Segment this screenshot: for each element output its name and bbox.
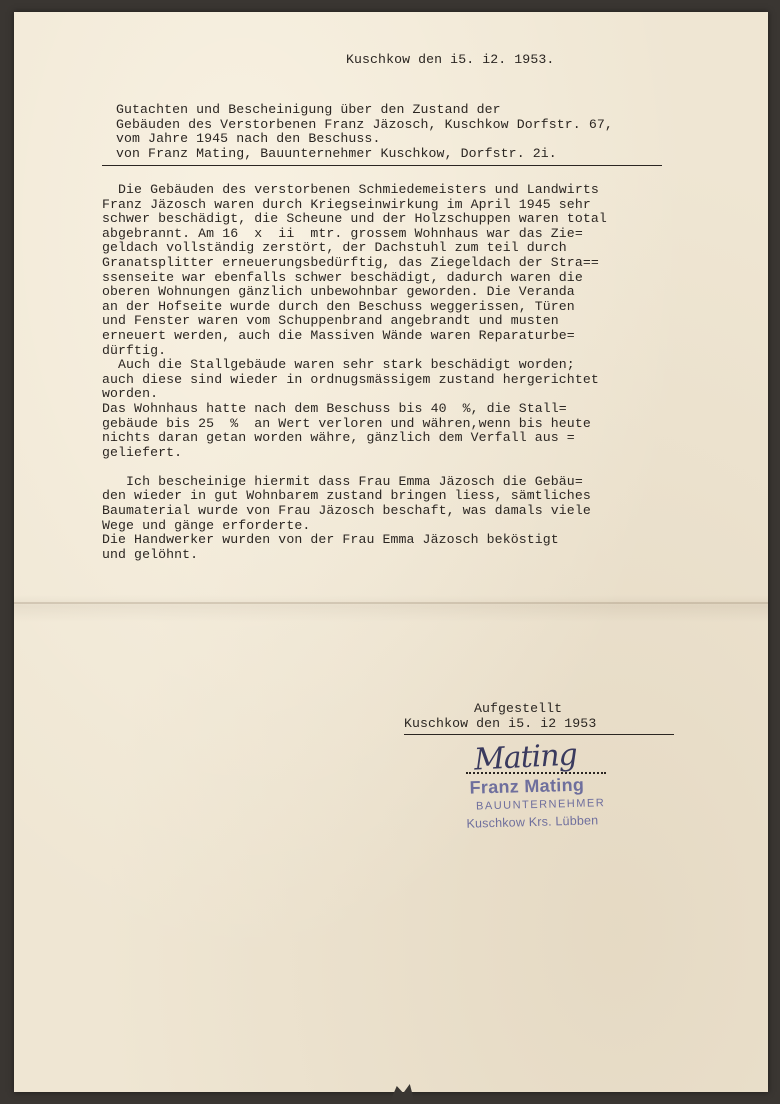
handwritten-signature: Mating bbox=[473, 737, 578, 778]
fold-crease bbox=[14, 602, 768, 604]
heading-underline bbox=[102, 165, 662, 166]
torn-edge bbox=[389, 1084, 415, 1104]
stamp-name: Franz Mating bbox=[469, 774, 585, 798]
dateline: Kuschkow den i5. i2. 1953. bbox=[346, 52, 555, 67]
stamp-trade: BAUUNTERNEHMER bbox=[475, 797, 606, 813]
company-stamp bbox=[461, 773, 606, 833]
closing-underline bbox=[404, 734, 674, 735]
closing-date: Kuschkow den i5. i2 1953 bbox=[404, 716, 597, 731]
document-body: Die Gebäuden des verstorbenen Schmiedemeisters und Landwirts Franz Jäzosch waren durch Kriegseinwirkung im April 1945 sehr schwer beschädigt, die Scheune und der Holzschuppen waren total abgebrannt. Am 16 x ii mtr. grossem Wohnhaus war das Zie= geldach vollständig zerstört, der Dachstuhl zum teil durch Granatsplitter erneuerungsbedürftig, das Ziegeldach der Stra== ssenseite war ebenfalls schwer beschädigt, dadurch waren die oberen Wohnungen gänzlich unbewohnbar geworden. Die Veranda an der Hofseite wurde durch den Beschuss weggerissen, Türen und Fenster waren vom Schuppenbrand angebrandt und musten erneuert werden, auch die Massiven Wände waren Reparaturbe= dürftig. Auch die Stallgebäude waren sehr stark beschädigt worden; auch diese sind wieder in ordnugsmässigem zustand hergerichtet worden. Das Wohnhaus hatte nach dem Beschuss bis 40 %, die Stall= gebäude bis 25 % an Wert verloren und währen,wenn bis heute nichts daran getan worden währe, gänzlich dem Verfall aus = geliefert. Ich bescheinige hiermit dass Frau Emma Jäzosch die Gebäu= den wieder in gut Wohnbarem zustand bringen liess, sämtliches Baumaterial wurde von Frau Jäzosch beschaft, was damals viele Wege und gänge erforderte. Die Handwerker wurden von der Frau Emma Jäzosch beköstigt und gelöhnt. bbox=[102, 182, 607, 562]
stamp-place: Kuschkow Krs. Lübben bbox=[466, 813, 599, 831]
closing-label: Aufgestellt bbox=[474, 701, 563, 716]
document-heading: Gutachten und Bescheinigung über den Zustand der Gebäuden des Verstorbenen Franz Jäzosch, Kuschkow Dorfstr. 67, vom Jahre 1945 nach den Beschuss. bbox=[116, 102, 613, 147]
document-author-line: von Franz Mating, Bauunternehmer Kuschkow, Dorfstr. 2i. bbox=[116, 146, 557, 161]
